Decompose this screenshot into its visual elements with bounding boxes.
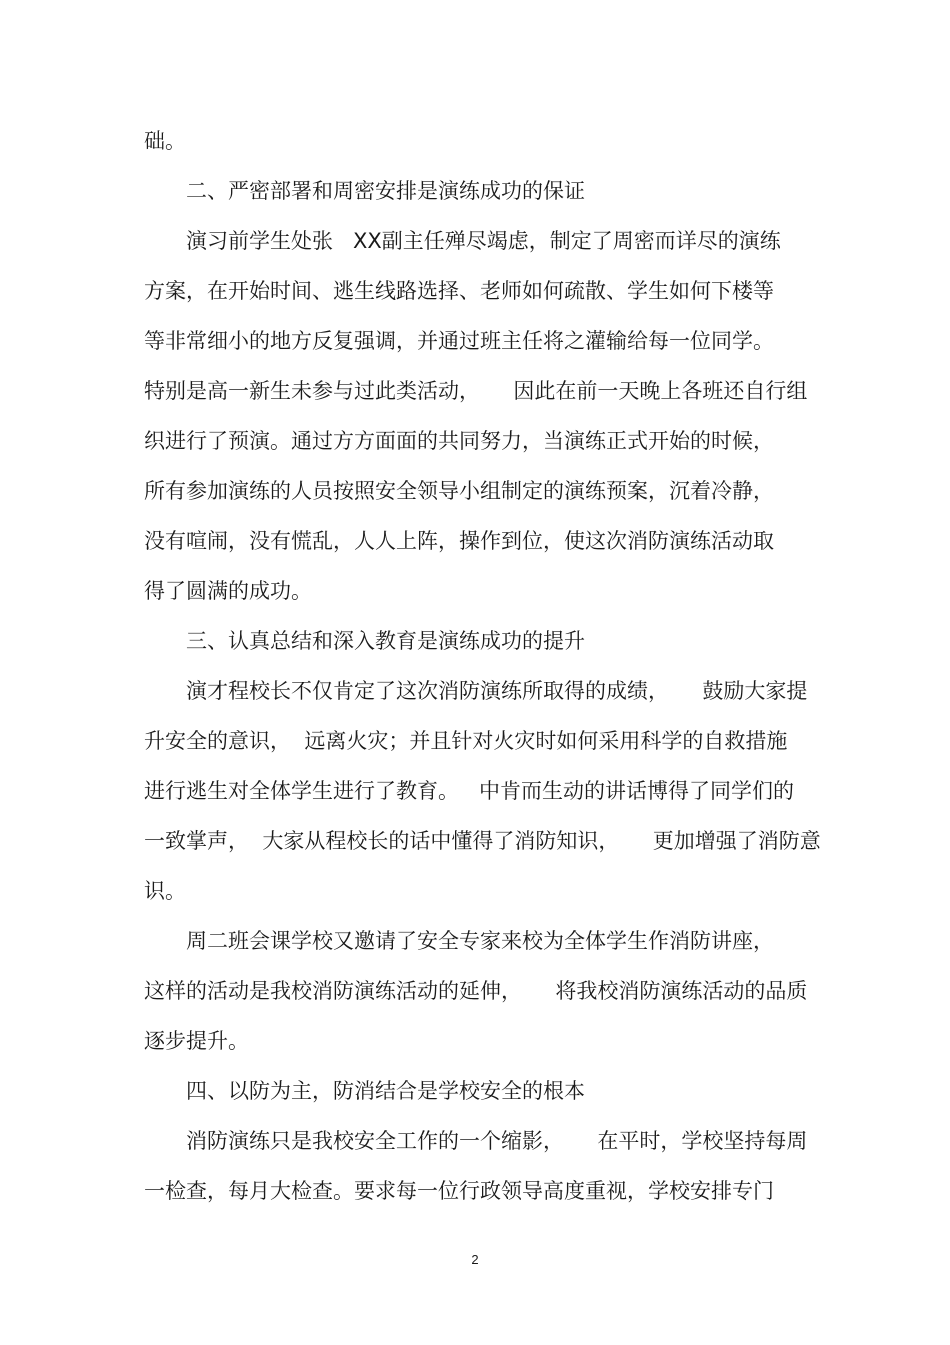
text-line: 一致掌声， 大家从程校长的话中懂得了消防知识， 更加增强了消防意 <box>144 829 821 853</box>
text-line: 得了圆满的成功。 <box>144 579 312 603</box>
section-heading-3: 三、认真总结和深入教育是演练成功的提升 <box>186 629 585 653</box>
text-line: 础。 <box>144 129 186 153</box>
text-line: 所有参加演练的人员按照安全领导小组制定的演练预案，沉着冷静， <box>144 479 774 503</box>
text-line: 特别是高一新生未参与过此类活动， 因此在前一天晚上各班还自行组 <box>144 379 808 403</box>
text-line: 方案，在开始时间、逃生线路选择、老师如何疏散、学生如何下楼等 <box>144 279 774 303</box>
text-line: 消防演练只是我校安全工作的一个缩影， 在平时，学校坚持每周 <box>186 1129 808 1153</box>
text-line: 演才程校长不仅肯定了这次消防演练所取得的成绩， 鼓励大家提 <box>186 679 808 703</box>
text-line: 演习前学生处张 XX副主任殚尽竭虑，制定了周密而详尽的演练 <box>186 229 781 253</box>
text-line: 升安全的意识， 远离火灾；并且针对火灾时如何采用科学的自救措施 <box>144 729 788 753</box>
text-line: 织进行了预演。通过方方面面的共同努力，当演练正式开始的时候， <box>144 429 774 453</box>
text-line: 进行逃生对全体学生进行了教育。 中肯而生动的讲话博得了同学们的 <box>144 779 795 803</box>
text-line: 识。 <box>144 879 186 903</box>
text-line: 等非常细小的地方反复强调，并通过班主任将之灌输给每一位同学。 <box>144 329 774 353</box>
section-heading-4: 四、以防为主，防消结合是学校安全的根本 <box>186 1079 585 1103</box>
section-heading-2: 二、严密部署和周密安排是演练成功的保证 <box>186 179 585 203</box>
text-line: 一检查，每月大检查。要求每一位行政领导高度重视，学校安排专门 <box>144 1179 774 1203</box>
page-number: 2 <box>471 1252 479 1267</box>
text-line: 没有喧闹，没有慌乱，人人上阵，操作到位，使这次消防演练活动取 <box>144 529 774 553</box>
text-line: 逐步提升。 <box>144 1029 249 1053</box>
text-line: 这样的活动是我校消防演练活动的延伸， 将我校消防演练活动的品质 <box>144 979 808 1003</box>
text-line: 周二班会课学校又邀请了安全专家来校为全体学生作消防讲座， <box>186 929 774 953</box>
